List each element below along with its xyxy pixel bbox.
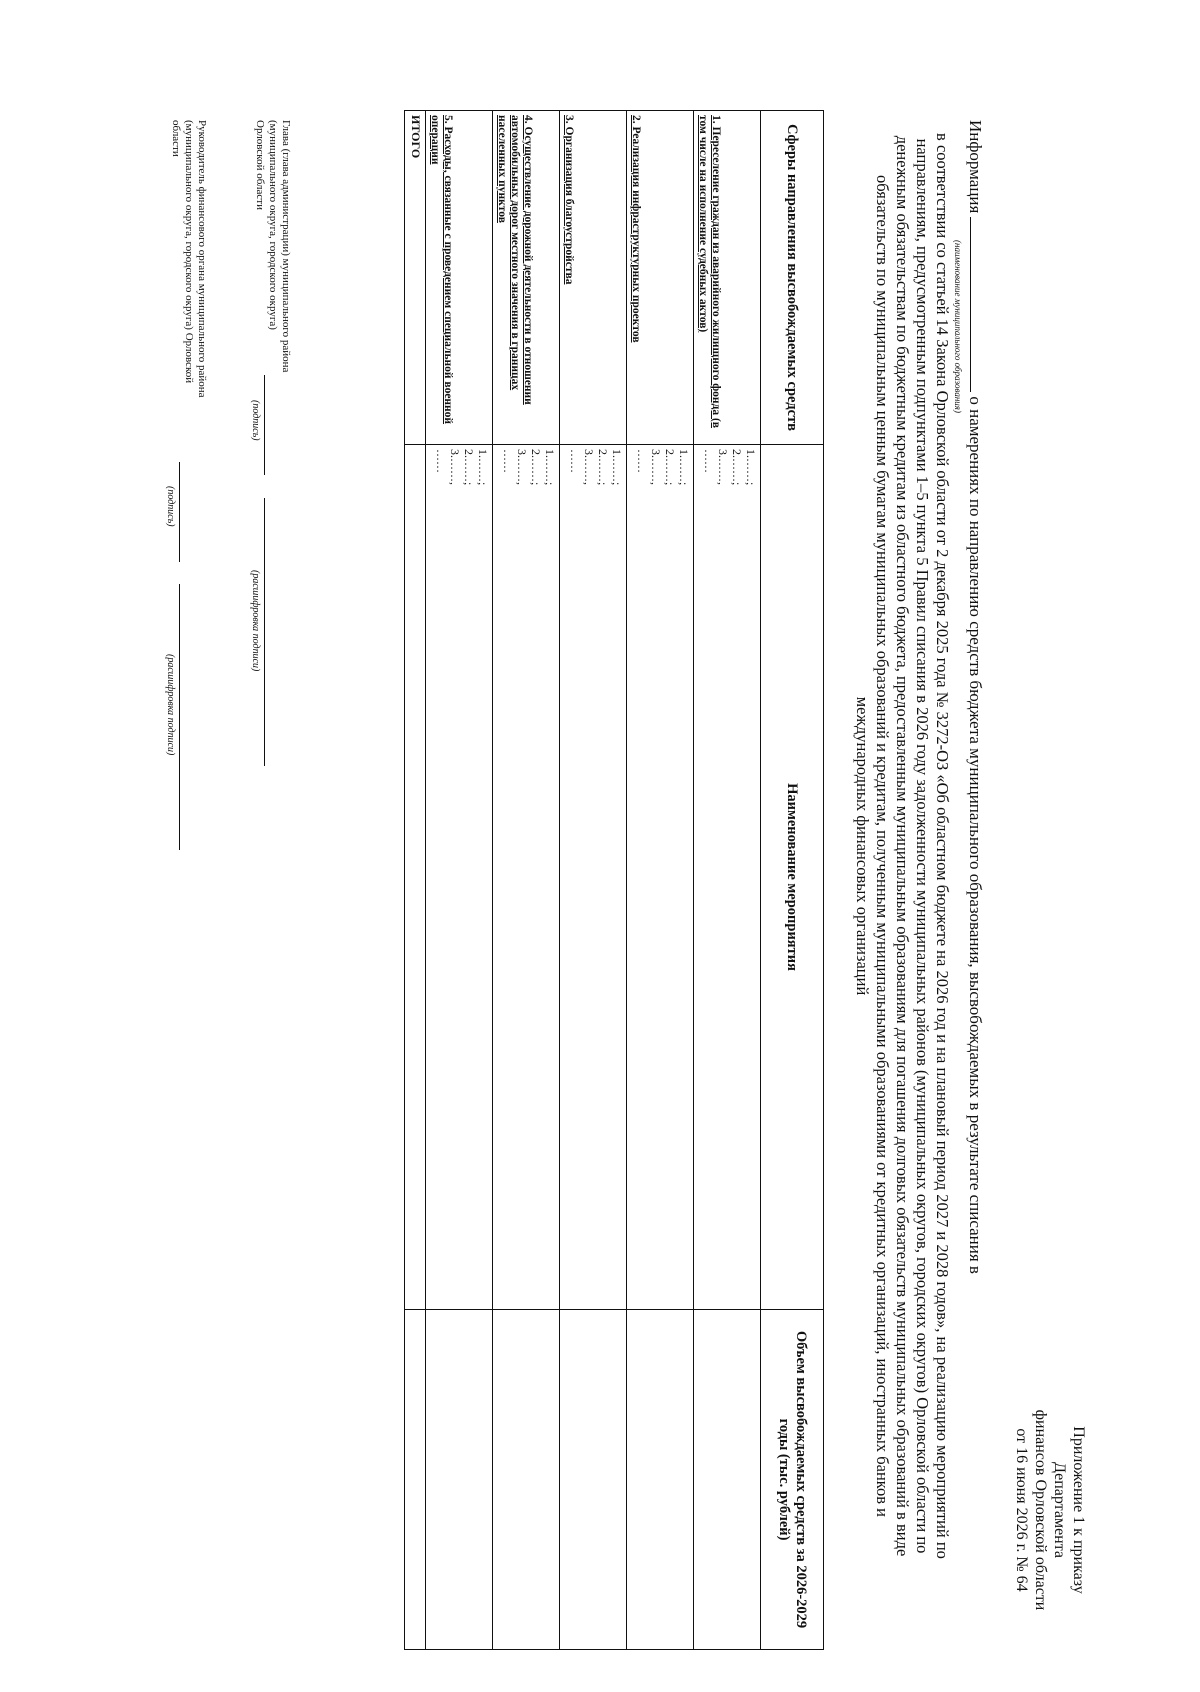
municipality-caption: (наименование муниципального образования) <box>953 240 963 413</box>
measure-item: …… <box>434 449 448 474</box>
measure-item: 2.……; <box>462 449 476 486</box>
name-caption-finance: (расшифровка подписи) <box>165 654 176 756</box>
amount-cell <box>426 1310 493 1650</box>
amount-cell <box>493 1310 560 1650</box>
appendix-line-3: от 16 июня 2026 г. № 64 <box>1013 1428 1030 1592</box>
measure-cell <box>493 445 560 1310</box>
table-header-row <box>761 111 824 1650</box>
measure-cell <box>426 445 493 1310</box>
table-row <box>493 111 560 1650</box>
total-label: ИТОГО <box>405 111 426 445</box>
header-measure: Наименование мероприятия <box>761 445 824 1310</box>
measure-item: …… <box>501 449 515 474</box>
measure-item: 3.……, <box>448 449 462 486</box>
header-sphere: Сферы направления высвобождаемых средств <box>761 111 824 445</box>
measure-item: 3.……, <box>649 449 663 486</box>
measure-cell <box>560 445 627 1310</box>
signature-line-head <box>264 375 265 475</box>
table-row <box>627 111 694 1650</box>
total-measure-cell <box>405 445 426 1310</box>
total-row <box>405 111 426 1650</box>
appendix-line-2: финансов Орловской области <box>1032 1409 1049 1611</box>
measure-item: 1.……; <box>543 449 557 486</box>
name-caption-head: (расшифровка подписи) <box>250 570 261 672</box>
measure-item: 2.……; <box>730 449 744 486</box>
signature-caption-finance: (подпись) <box>165 486 176 527</box>
measure-item: …… <box>702 449 716 474</box>
amount-cell <box>627 1310 694 1650</box>
measure-cell <box>694 445 761 1310</box>
signature-line-finance <box>179 462 180 562</box>
table-row <box>694 111 761 1650</box>
measure-cell <box>627 445 694 1310</box>
sphere-cell: 2. Реализация инфраструктурных проектов <box>627 111 694 445</box>
sphere-cell: 1. Переселение граждан из аварийного жилищного фонда (в том числе на исполнение судебных актов) <box>694 111 761 445</box>
measure-item: …… <box>568 449 582 474</box>
measure-item: 1.……; <box>610 449 624 486</box>
measure-item: 1.……; <box>677 449 691 486</box>
signature-role-finance: Руководитель финансового органа муниципального района (муниципального округа, городского округа) Орловской области <box>170 120 208 398</box>
measure-item: 2.……; <box>529 449 543 486</box>
sphere-cell: 3. Организация благоустройства <box>560 111 627 445</box>
table-row <box>560 111 627 1650</box>
measure-item: 1.……; <box>744 449 758 486</box>
amount-cell <box>694 1310 761 1650</box>
header-amount: Объем высвобождаемых средств за 2026-2029 годы (тыс. рублей) <box>761 1310 824 1650</box>
appendix-line-1: Приложение 1 к приказу Департамента <box>1051 1426 1087 1594</box>
municipality-blank-line <box>970 217 985 392</box>
signature-role-head: Глава (глава администрации) муниципального района (муниципального округа, городского округа) Орловской области <box>254 120 292 373</box>
measures-table <box>404 110 824 1650</box>
measure-item: …… <box>635 449 649 474</box>
appendix-header <box>1012 1380 1088 1640</box>
title-rest: о намерениях по направлению средств бюджета муниципального образования, высвобождаемых в результате списания в <box>966 396 985 1274</box>
name-line-head <box>264 498 265 766</box>
intro-paragraph: в соответствии со статьей 14 Закона Орловской области от 2 декабря 2025 года № 3272-ОЗ «Об областном бюджете на 2026 год и на плановый период 2027 и 2028 годов», на реализацию мероприятий по направлениям, предусмотренным подпунктами 1–5 пункта 5 Правил списания в 2026 году задолженности муниципальных районов (муниципальных округов, городских округов) Орловской области по денежным обязательствам по бюджетным кредитам из областного бюджета, предоставленным муниципальным образованиям для погашения долговых обязательств муниципальных образований в виде обязательств по муниципальным ценным бумагам муниципальных образований и кредитам, полученным муниципальными образованиями от кредитных организаций, иностранных банков и международных финансовых организаций <box>853 133 952 1559</box>
measure-item: 3.……, <box>716 449 730 486</box>
measure-item: 2.……; <box>596 449 610 486</box>
name-line-finance <box>179 584 180 850</box>
sphere-cell: 5. Расходы, связанные с проведением специальной военной операции <box>426 111 493 445</box>
title-word: Информация <box>966 120 985 214</box>
amount-cell <box>560 1310 627 1650</box>
measure-item: 3.……, <box>582 449 596 486</box>
table-row <box>426 111 493 1650</box>
document-title <box>965 120 985 1274</box>
measure-item: 3.……, <box>515 449 529 486</box>
signature-caption-head: (подпись) <box>250 400 261 441</box>
total-amount-cell <box>405 1310 426 1650</box>
sphere-cell: 4. Осуществление дорожной деятельности в отношении автомобильных дорог местного значения в границах населенных пунктов <box>493 111 560 445</box>
measure-item: 1.……; <box>476 449 490 486</box>
measure-item: 2.……; <box>663 449 677 486</box>
